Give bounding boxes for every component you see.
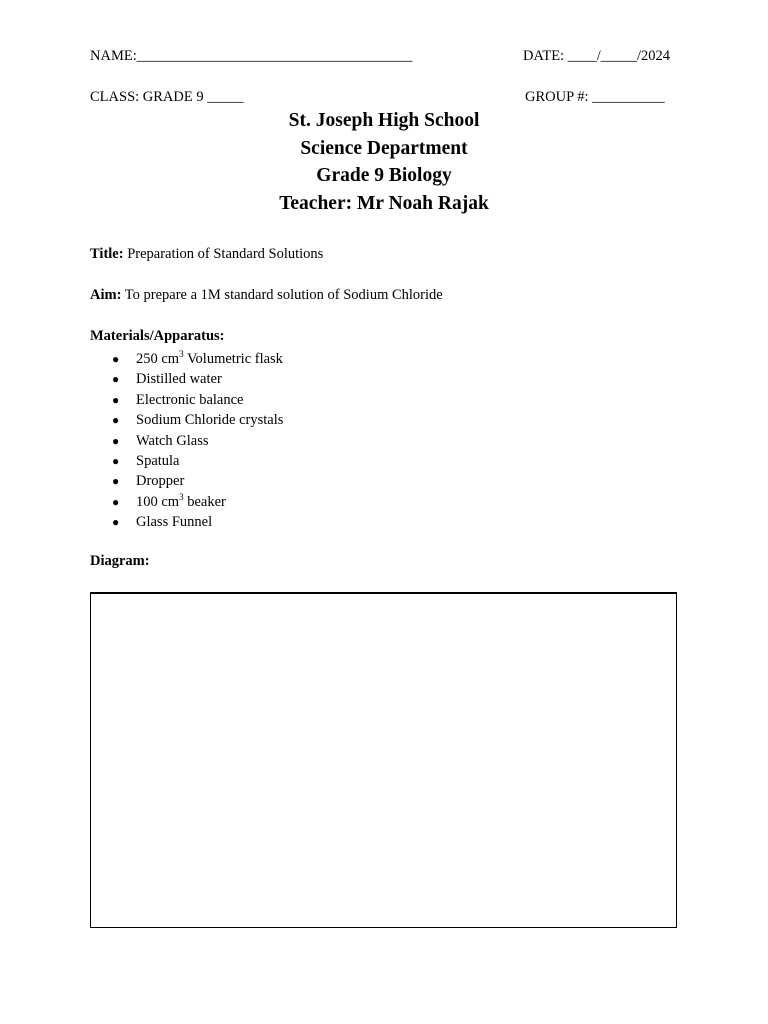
name-field-line: NAME:______________________________________ — [90, 48, 413, 64]
title-label: Title: — [90, 246, 124, 262]
material-item-text-suffix: Volumetric flask — [183, 351, 283, 367]
bullet-icon: ● — [112, 372, 120, 387]
bullet-icon: ● — [112, 494, 120, 509]
school-name-heading: St. Joseph High School — [288, 110, 480, 131]
date-field-line: DATE: ____/_____/2024 — [523, 48, 671, 64]
bullet-icon: ● — [112, 352, 120, 366]
material-item-text: Glass Funnel — [136, 514, 213, 531]
material-item — [112, 492, 283, 512]
material-item — [112, 471, 283, 491]
bullet-icon: ● — [112, 392, 120, 407]
aim-value: To prepare a 1M standard solution of Sodium Chloride — [124, 287, 443, 303]
material-item — [112, 390, 283, 410]
group-field-line: GROUP #: __________ — [525, 89, 665, 105]
bullet-icon: ● — [112, 474, 120, 489]
aim-line — [90, 288, 443, 303]
material-item-text: 100 cm — [136, 493, 180, 510]
materials-list — [112, 349, 283, 533]
bullet-icon: ● — [112, 515, 120, 530]
class-field-line: CLASS: GRADE 9 _____ — [90, 89, 244, 105]
teacher-heading: Teacher: Mr Noah Rajak — [279, 193, 489, 214]
bullet-icon: ● — [112, 413, 120, 428]
material-item-text: Spatula — [136, 452, 180, 469]
material-item — [112, 431, 283, 451]
material-item-text-suffix: beaker — [183, 493, 226, 510]
title-value: Preparation of Standard Solutions — [127, 246, 324, 262]
diagram-box — [90, 592, 677, 928]
material-item — [112, 512, 283, 532]
course-heading: Grade 9 Biology — [316, 165, 452, 186]
material-item-text: Sodium Chloride crystals — [136, 412, 284, 429]
material-item-superscript: 3 — [179, 349, 184, 360]
bullet-icon: ● — [112, 433, 120, 448]
department-heading: Science Department — [300, 138, 468, 159]
material-item-text: Watch Glass — [136, 432, 209, 449]
materials-label: Materials/Apparatus: — [90, 328, 225, 344]
material-item-text: Dropper — [136, 473, 185, 490]
material-item — [112, 369, 283, 389]
bullet-icon: ● — [112, 453, 120, 468]
material-item-superscript: 3 — [179, 491, 184, 502]
material-item-text: Distilled water — [136, 371, 222, 388]
material-item-text: Electronic balance — [136, 391, 244, 408]
diagram-label: Diagram: — [90, 553, 150, 569]
material-item — [112, 410, 283, 430]
material-item-text: 250 cm — [136, 351, 180, 367]
aim-label: Aim: — [90, 287, 122, 303]
material-item — [112, 451, 283, 471]
material-item — [112, 349, 283, 369]
title-line — [90, 247, 323, 262]
